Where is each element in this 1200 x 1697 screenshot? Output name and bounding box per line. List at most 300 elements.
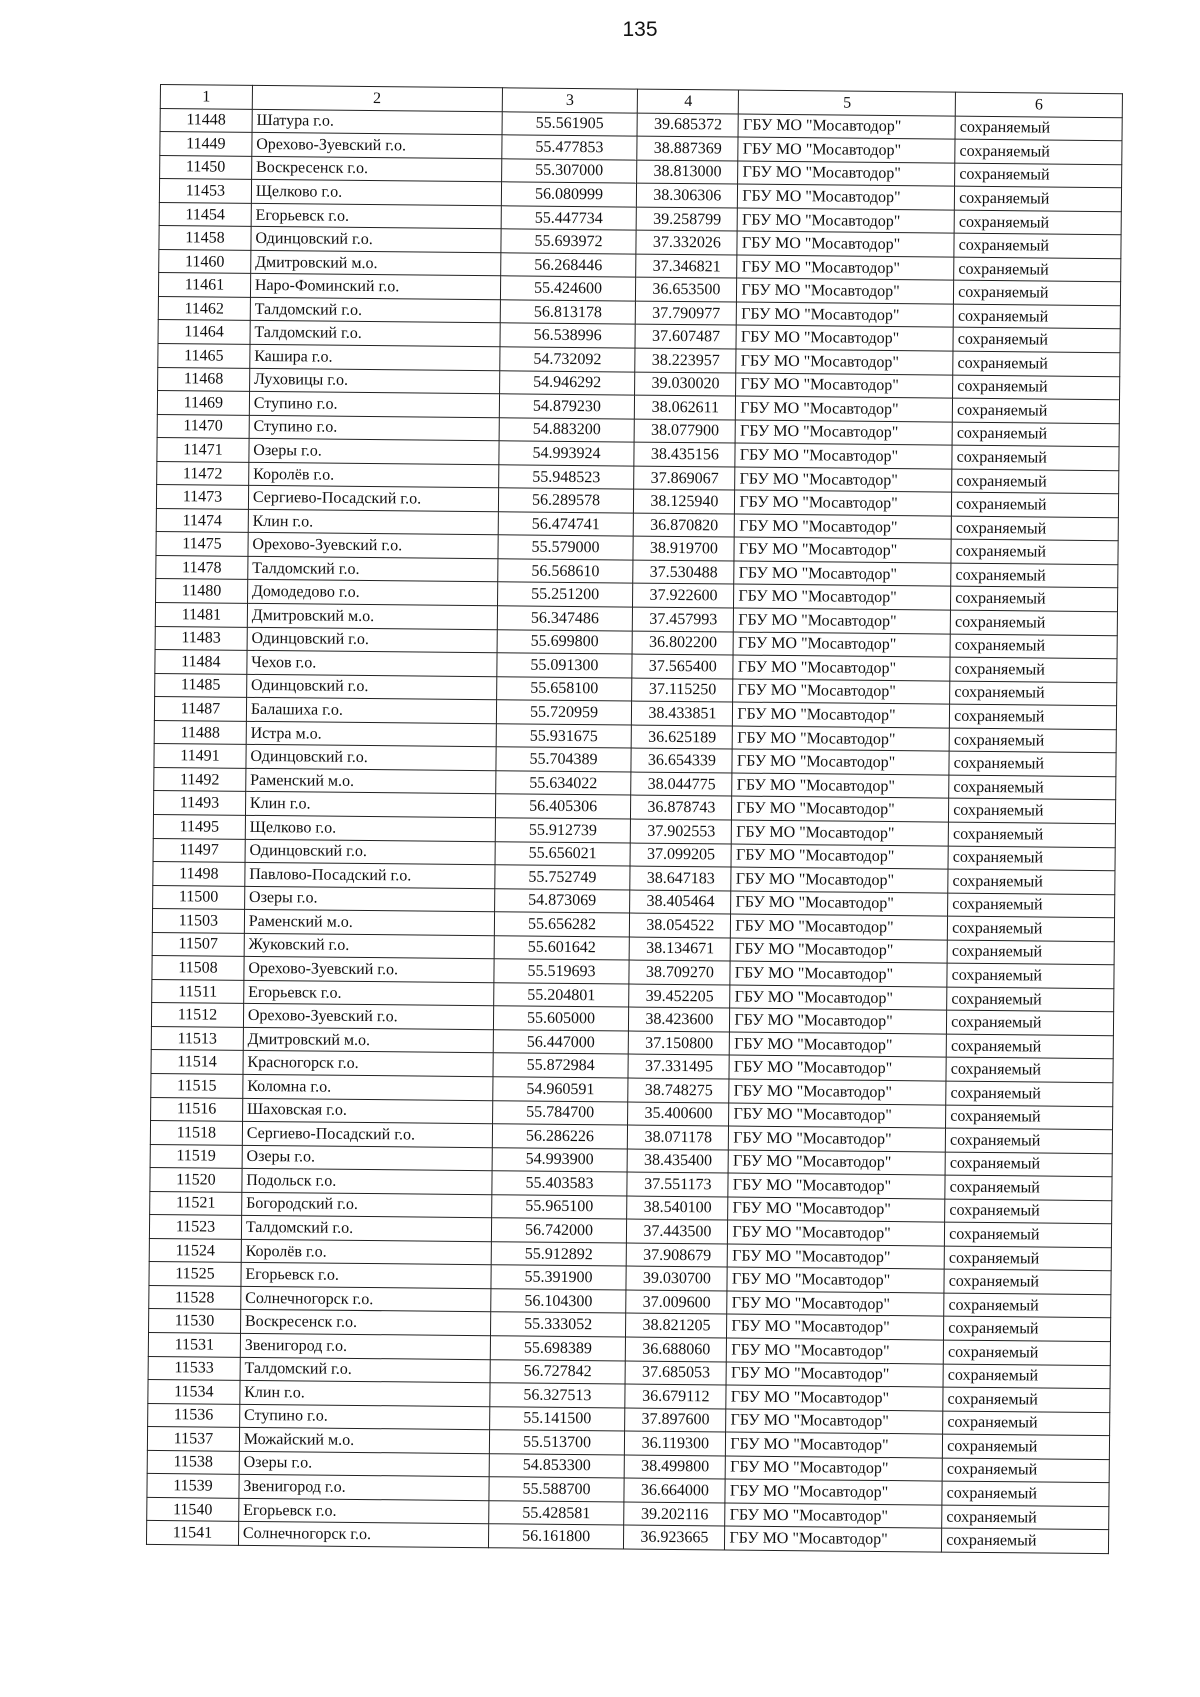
cell-municipality: Королёв г.о. (241, 1239, 491, 1265)
cell-status: сохраняемый (954, 281, 1121, 306)
cell-latitude: 55.704389 (496, 747, 632, 772)
cell-latitude: 55.307000 (501, 158, 637, 183)
cell-longitude: 37.443500 (627, 1219, 728, 1244)
cell-municipality: Королёв г.о. (249, 462, 499, 488)
cell-organization: ГБУ МО "Мосавтодор" (738, 184, 955, 210)
cell-municipality: Звенигород г.о. (240, 1333, 490, 1359)
cell-status: сохраняемый (947, 1010, 1114, 1035)
cell-longitude: 37.099205 (630, 843, 731, 868)
cell-latitude: 55.579000 (498, 535, 634, 560)
cell-status: сохраняемый (943, 1434, 1110, 1459)
cell-latitude: 55.634022 (495, 771, 631, 796)
cell-longitude: 36.664000 (624, 1478, 725, 1503)
cell-longitude: 38.306306 (637, 183, 738, 208)
cell-municipality: Егорьевск г.о. (239, 1498, 489, 1524)
cell-organization: ГБУ МО "Мосавтодор" (732, 820, 949, 846)
page-number: 135 (622, 18, 658, 41)
cell-municipality: Орехово-Зуевский г.о. (244, 957, 494, 983)
cell-longitude: 37.869067 (634, 466, 735, 491)
cell-municipality: Истра м.о. (246, 721, 496, 747)
cell-status: сохраняемый (947, 963, 1114, 988)
cell-municipality: Сергиево-Посадский г.о. (242, 1121, 492, 1147)
cell-longitude: 38.919700 (633, 536, 734, 561)
cell-longitude: 38.887369 (637, 136, 738, 161)
cell-latitude: 55.601642 (494, 935, 630, 960)
cell-municipality: Ступино г.о. (239, 1404, 489, 1430)
cell-id: 11465 (158, 344, 250, 368)
cell-longitude: 37.530488 (633, 560, 734, 585)
cell-longitude: 38.062611 (635, 395, 736, 420)
cell-latitude: 54.883200 (499, 417, 635, 442)
cell-municipality: Талдомский г.о. (241, 1216, 491, 1242)
cell-organization: ГБУ МО "Мосавтодор" (731, 914, 948, 940)
cell-id: 11453 (159, 179, 251, 203)
cell-municipality: Красногорск г.о. (243, 1051, 493, 1077)
cell-municipality: Домодедово г.о. (247, 580, 497, 606)
cell-longitude: 37.685053 (625, 1361, 726, 1386)
cell-status: сохраняемый (948, 822, 1115, 847)
cell-status: сохраняемый (945, 1199, 1112, 1224)
cell-id: 11536 (148, 1403, 240, 1427)
cell-id: 11454 (159, 202, 251, 226)
cell-latitude: 55.931675 (496, 724, 632, 749)
cell-status: сохраняемый (950, 634, 1117, 659)
cell-id: 11462 (158, 296, 250, 320)
cell-municipality: Щелково г.о. (251, 180, 501, 206)
cell-longitude: 38.071178 (628, 1125, 729, 1150)
cell-id: 11533 (148, 1356, 240, 1380)
cell-longitude: 38.223957 (635, 348, 736, 373)
registry-table (146, 84, 1123, 1554)
cell-municipality: Одинцовский г.о. (251, 227, 501, 253)
cell-organization: ГБУ МО "Мосавтодор" (735, 467, 952, 493)
cell-municipality: Орехово-Зуевский г.о. (243, 1004, 493, 1030)
cell-id: 11531 (148, 1332, 240, 1356)
cell-id: 11493 (153, 791, 245, 815)
cell-status: сохраняемый (948, 846, 1115, 871)
cell-id: 11483 (155, 626, 247, 650)
cell-municipality: Егорьевск г.о. (244, 980, 494, 1006)
cell-municipality: Кашира г.о. (250, 344, 500, 370)
cell-longitude: 37.908679 (627, 1243, 728, 1268)
cell-longitude: 38.125940 (634, 489, 735, 514)
cell-status: сохраняемый (953, 351, 1120, 376)
cell-longitude: 37.150800 (629, 1031, 730, 1056)
column-header-3: 3 (502, 88, 638, 113)
cell-municipality: Талдомский г.о. (240, 1357, 490, 1383)
cell-latitude: 56.286226 (492, 1124, 628, 1149)
cell-organization: ГБУ МО "Мосавтодор" (728, 1244, 945, 1270)
cell-organization: ГБУ МО "Мосавтодор" (737, 208, 954, 234)
cell-organization: ГБУ МО "Мосавтодор" (730, 985, 947, 1011)
cell-status: сохраняемый (955, 163, 1122, 188)
cell-latitude: 56.568610 (497, 559, 633, 584)
cell-status: сохраняемый (946, 1105, 1113, 1130)
cell-organization: ГБУ МО "Мосавтодор" (731, 867, 948, 893)
cell-id: 11523 (149, 1215, 241, 1239)
cell-organization: ГБУ МО "Мосавтодор" (733, 632, 950, 658)
cell-id: 11460 (159, 249, 251, 273)
cell-latitude: 55.912739 (495, 818, 631, 843)
cell-latitude: 55.561905 (502, 111, 638, 136)
cell-longitude: 38.748275 (628, 1078, 729, 1103)
cell-status: сохраняемый (953, 375, 1120, 400)
cell-latitude: 56.742000 (491, 1218, 627, 1243)
cell-latitude: 54.732092 (499, 347, 635, 372)
cell-municipality: Одинцовский г.о. (245, 839, 495, 865)
cell-id: 11468 (158, 367, 250, 391)
cell-municipality: Можайский м.о. (239, 1427, 489, 1453)
cell-organization: ГБУ МО "Мосавтодор" (725, 1456, 942, 1482)
cell-municipality: Раменский м.о. (244, 909, 494, 935)
cell-status: сохраняемый (951, 587, 1118, 612)
cell-id: 11498 (153, 862, 245, 886)
cell-latitude: 54.960591 (492, 1077, 628, 1102)
cell-longitude: 38.435156 (634, 442, 735, 467)
cell-organization: ГБУ МО "Мосавтодор" (734, 537, 951, 563)
cell-latitude: 54.873069 (494, 888, 630, 913)
cell-organization: ГБУ МО "Мосавтодор" (727, 1314, 944, 1340)
cell-id: 11491 (154, 744, 246, 768)
cell-organization: ГБУ МО "Мосавтодор" (730, 1008, 947, 1034)
cell-status: сохраняемый (955, 186, 1122, 211)
cell-longitude: 37.902553 (631, 819, 732, 844)
cell-latitude: 56.161800 (488, 1524, 624, 1549)
cell-longitude: 38.540100 (627, 1196, 728, 1221)
cell-status: сохраняемый (955, 116, 1122, 141)
cell-id: 11488 (154, 720, 246, 744)
cell-municipality: Луховицы г.о. (249, 368, 499, 394)
cell-status: сохраняемый (949, 728, 1116, 753)
cell-longitude: 35.400600 (628, 1102, 729, 1127)
cell-id: 11487 (154, 697, 246, 721)
cell-status: сохраняемый (942, 1458, 1109, 1483)
cell-status: сохраняемый (946, 1058, 1113, 1083)
cell-municipality: Чехов г.о. (247, 650, 497, 676)
cell-status: сохраняемый (950, 657, 1117, 682)
cell-municipality: Раменский м.о. (246, 768, 496, 794)
cell-longitude: 36.653500 (636, 277, 737, 302)
cell-longitude: 37.346821 (636, 254, 737, 279)
cell-municipality: Павлово-Посадский г.о. (245, 862, 495, 888)
cell-id: 11474 (156, 508, 248, 532)
cell-organization: ГБУ МО "Мосавтодор" (736, 349, 953, 375)
cell-longitude: 36.119300 (625, 1431, 726, 1456)
cell-longitude: 38.134671 (630, 937, 731, 962)
cell-status: сохраняемый (942, 1481, 1109, 1506)
cell-status: сохраняемый (949, 775, 1116, 800)
cell-latitude: 55.251200 (497, 582, 633, 607)
cell-organization: ГБУ МО "Мосавтодор" (728, 1220, 945, 1246)
cell-status: сохраняемый (949, 799, 1116, 824)
cell-id: 11513 (151, 1026, 243, 1050)
cell-municipality: Дмитровский м.о. (243, 1027, 493, 1053)
cell-id: 11448 (160, 108, 252, 132)
cell-longitude: 36.679112 (625, 1384, 726, 1409)
cell-municipality: Одинцовский г.о. (246, 745, 496, 771)
cell-id: 11500 (153, 885, 245, 909)
column-header-2: 2 (252, 85, 502, 111)
cell-id: 11525 (149, 1262, 241, 1286)
cell-status: сохраняемый (952, 422, 1119, 447)
cell-latitude: 56.538996 (500, 323, 636, 348)
cell-id: 11503 (152, 909, 244, 933)
cell-id: 11481 (155, 603, 247, 627)
cell-organization: ГБУ МО "Мосавтодор" (738, 161, 955, 187)
cell-latitude: 56.347486 (497, 606, 633, 631)
cell-organization: ГБУ МО "Мосавтодор" (727, 1267, 944, 1293)
cell-latitude: 56.289578 (498, 488, 634, 513)
cell-id: 11470 (157, 414, 249, 438)
cell-municipality: Богородский г.о. (242, 1192, 492, 1218)
cell-status: сохраняемый (946, 1034, 1113, 1059)
cell-latitude: 55.656282 (494, 912, 630, 937)
cell-longitude: 36.878743 (631, 795, 732, 820)
cell-municipality: Клин г.о. (240, 1380, 490, 1406)
cell-organization: ГБУ МО "Мосавтодор" (736, 373, 953, 399)
cell-longitude: 39.258799 (637, 207, 738, 232)
cell-longitude: 37.331495 (628, 1054, 729, 1079)
cell-latitude: 55.693972 (501, 229, 637, 254)
cell-latitude: 55.333052 (490, 1312, 626, 1337)
cell-organization: ГБУ МО "Мосавтодор" (729, 1103, 946, 1129)
cell-id: 11484 (155, 650, 247, 674)
cell-longitude: 37.922600 (633, 584, 734, 609)
cell-id: 11519 (150, 1144, 242, 1168)
cell-municipality: Воскресенск г.о. (240, 1310, 490, 1336)
cell-organization: ГБУ МО "Мосавтодор" (727, 1338, 944, 1364)
cell-id: 11512 (151, 1003, 243, 1027)
cell-organization: ГБУ МО "Мосавтодор" (730, 1032, 947, 1058)
cell-organization: ГБУ МО "Мосавтодор" (736, 326, 953, 352)
cell-status: сохраняемый (952, 398, 1119, 423)
cell-organization: ГБУ МО "Мосавтодор" (735, 514, 952, 540)
cell-latitude: 55.784700 (492, 1100, 628, 1125)
cell-status: сохраняемый (948, 869, 1115, 894)
cell-id: 11478 (156, 555, 248, 579)
cell-status: сохраняемый (951, 563, 1118, 588)
cell-municipality: Талдомский г.о. (250, 321, 500, 347)
cell-municipality: Солнечногорск г.о. (238, 1522, 488, 1548)
cell-id: 11485 (155, 673, 247, 697)
cell-status: сохраняемый (947, 940, 1114, 965)
cell-longitude: 38.423600 (629, 1007, 730, 1032)
cell-latitude: 55.447734 (501, 206, 637, 231)
cell-longitude: 38.435400 (628, 1149, 729, 1174)
cell-municipality: Ступино г.о. (249, 391, 499, 417)
cell-status: сохраняемый (950, 704, 1117, 729)
table-body (146, 108, 1122, 1554)
cell-latitude: 55.720959 (496, 700, 632, 725)
cell-municipality: Подольск г.о. (242, 1168, 492, 1194)
cell-id: 11507 (152, 932, 244, 956)
cell-status: сохраняемый (947, 987, 1114, 1012)
cell-id: 11530 (149, 1309, 241, 1333)
cell-organization: ГБУ МО "Мосавтодор" (725, 1526, 942, 1552)
cell-organization: ГБУ МО "Мосавтодор" (735, 490, 952, 516)
cell-latitude: 55.948523 (498, 465, 634, 490)
column-header-6: 6 (955, 92, 1122, 117)
cell-longitude: 36.802200 (632, 631, 733, 656)
cell-longitude: 39.452205 (629, 984, 730, 1009)
cell-status: сохраняемый (953, 304, 1120, 329)
cell-status: сохраняемый (945, 1152, 1112, 1177)
cell-organization: ГБУ МО "Мосавтодор" (734, 608, 951, 634)
cell-organization: ГБУ МО "Мосавтодор" (737, 255, 954, 281)
cell-municipality: Озеры г.о. (244, 886, 494, 912)
cell-municipality: Дмитровский м.о. (251, 250, 501, 276)
cell-organization: ГБУ МО "Мосавтодор" (729, 1079, 946, 1105)
cell-longitude: 37.115250 (632, 678, 733, 703)
cell-municipality: Талдомский г.о. (248, 556, 498, 582)
cell-organization: ГБУ МО "Мосавтодор" (728, 1197, 945, 1223)
cell-organization: ГБУ МО "Мосавтодор" (726, 1362, 943, 1388)
cell-status: сохраняемый (951, 540, 1118, 565)
cell-municipality: Озеры г.о. (249, 439, 499, 465)
cell-status: сохраняемый (950, 610, 1117, 635)
cell-latitude: 55.605000 (493, 1006, 629, 1031)
cell-organization: ГБУ МО "Мосавтодор" (735, 420, 952, 446)
cell-longitude: 38.647183 (630, 866, 731, 891)
cell-id: 11511 (152, 979, 244, 1003)
cell-longitude: 37.009600 (626, 1290, 727, 1315)
cell-municipality: Одинцовский г.о. (247, 627, 497, 653)
cell-organization: ГБУ МО "Мосавтодор" (730, 938, 947, 964)
cell-id: 11538 (147, 1450, 239, 1474)
cell-id: 11450 (160, 155, 252, 179)
cell-id: 11508 (152, 956, 244, 980)
cell-id: 11472 (157, 461, 249, 485)
cell-status: сохраняемый (944, 1293, 1111, 1318)
cell-status: сохраняемый (943, 1340, 1110, 1365)
cell-organization: ГБУ МО "Мосавтодор" (726, 1409, 943, 1435)
cell-organization: ГБУ МО "Мосавтодор" (726, 1432, 943, 1458)
cell-longitude: 36.625189 (632, 725, 733, 750)
cell-status: сохраняемый (955, 139, 1122, 164)
cell-longitude: 36.870820 (634, 513, 735, 538)
cell-latitude: 55.752749 (494, 865, 630, 890)
cell-latitude: 55.872984 (493, 1053, 629, 1078)
cell-municipality: Клин г.о. (248, 509, 498, 535)
column-header-4: 4 (638, 89, 739, 114)
cell-id: 11534 (148, 1380, 240, 1404)
cell-municipality: Озеры г.о. (239, 1451, 489, 1477)
cell-status: сохраняемый (951, 516, 1118, 541)
cell-longitude: 37.790977 (636, 301, 737, 326)
cell-id: 11521 (150, 1191, 242, 1215)
cell-municipality: Ступино г.о. (249, 415, 499, 441)
cell-organization: ГБУ МО "Мосавтодор" (725, 1503, 942, 1529)
cell-latitude: 56.268446 (500, 253, 636, 278)
cell-municipality: Клин г.о. (245, 792, 495, 818)
cell-organization: ГБУ МО "Мосавтодор" (736, 396, 953, 422)
cell-organization: ГБУ МО "Мосавтодор" (731, 891, 948, 917)
cell-latitude: 56.727842 (490, 1359, 626, 1384)
cell-status: сохраняемый (953, 328, 1120, 353)
cell-status: сохраняемый (943, 1411, 1110, 1436)
cell-status: сохраняемый (943, 1364, 1110, 1389)
cell-id: 11537 (147, 1427, 239, 1451)
cell-status: сохраняемый (952, 492, 1119, 517)
cell-latitude: 55.699800 (497, 629, 633, 654)
cell-organization: ГБУ МО "Мосавтодор" (738, 114, 955, 140)
cell-longitude: 38.044775 (631, 772, 732, 797)
cell-latitude: 55.912892 (491, 1242, 627, 1267)
cell-latitude: 54.993900 (492, 1147, 628, 1172)
cell-municipality: Сергиево-Посадский г.о. (248, 486, 498, 512)
cell-id: 11471 (157, 438, 249, 462)
cell-municipality: Щелково г.о. (245, 815, 495, 841)
cell-latitude: 56.474741 (498, 512, 634, 537)
cell-organization: ГБУ МО "Мосавтодор" (737, 302, 954, 328)
cell-longitude: 38.433851 (632, 701, 733, 726)
cell-municipality: Балашиха г.о. (246, 698, 496, 724)
cell-id: 11469 (157, 391, 249, 415)
cell-id: 11515 (151, 1073, 243, 1097)
cell-longitude: 39.202116 (624, 1502, 725, 1527)
cell-status: сохраняемый (945, 1128, 1112, 1153)
cell-status: сохраняемый (942, 1505, 1109, 1530)
cell-municipality: Дмитровский м.о. (247, 603, 497, 629)
cell-organization: ГБУ МО "Мосавтодор" (725, 1479, 942, 1505)
cell-longitude: 38.054522 (630, 913, 731, 938)
cell-longitude: 38.709270 (629, 960, 730, 985)
cell-organization: ГБУ МО "Мосавтодор" (732, 726, 949, 752)
cell-municipality: Талдомский г.о. (250, 297, 500, 323)
cell-id: 11449 (160, 132, 252, 156)
cell-longitude: 37.565400 (632, 654, 733, 679)
cell-latitude: 54.993924 (498, 441, 634, 466)
cell-status: сохраняемый (944, 1317, 1111, 1342)
cell-latitude: 56.405306 (495, 794, 631, 819)
cell-id: 11540 (147, 1497, 239, 1521)
cell-latitude: 56.813178 (500, 300, 636, 325)
cell-longitude: 39.030700 (626, 1266, 727, 1291)
cell-latitude: 55.658100 (496, 676, 632, 701)
cell-status: сохраняемый (954, 233, 1121, 258)
cell-organization: ГБУ МО "Мосавтодор" (732, 773, 949, 799)
cell-id: 11518 (150, 1121, 242, 1145)
cell-latitude: 55.403583 (491, 1171, 627, 1196)
cell-latitude: 55.477853 (501, 135, 637, 160)
cell-status: сохраняемый (942, 1528, 1109, 1553)
cell-status: сохраняемый (949, 751, 1116, 776)
cell-longitude: 36.923665 (624, 1525, 725, 1550)
cell-status: сохраняемый (954, 257, 1121, 282)
cell-longitude: 37.607487 (635, 325, 736, 350)
cell-id: 11461 (158, 273, 250, 297)
cell-latitude: 54.853300 (489, 1453, 625, 1478)
cell-latitude: 55.519693 (494, 959, 630, 984)
cell-status: сохраняемый (946, 1081, 1113, 1106)
cell-latitude: 55.428581 (488, 1501, 624, 1526)
cell-municipality: Воскресенск г.о. (251, 156, 501, 182)
cell-organization: ГБУ МО "Мосавтодор" (732, 796, 949, 822)
cell-organization: ГБУ МО "Мосавтодор" (737, 278, 954, 304)
cell-organization: ГБУ МО "Мосавтодор" (734, 561, 951, 587)
cell-organization: ГБУ МО "Мосавтодор" (730, 961, 947, 987)
cell-organization: ГБУ МО "Мосавтодор" (737, 231, 954, 257)
cell-latitude: 55.698389 (490, 1336, 626, 1361)
cell-municipality: Звенигород г.о. (239, 1475, 489, 1501)
cell-id: 11495 (153, 814, 245, 838)
cell-latitude: 55.391900 (491, 1265, 627, 1290)
cell-longitude: 36.654339 (631, 748, 732, 773)
cell-latitude: 56.080999 (501, 182, 637, 207)
cell-municipality: Одинцовский г.о. (246, 674, 496, 700)
cell-organization: ГБУ МО "Мосавтодор" (731, 844, 948, 870)
cell-organization: ГБУ МО "Мосавтодор" (732, 749, 949, 775)
